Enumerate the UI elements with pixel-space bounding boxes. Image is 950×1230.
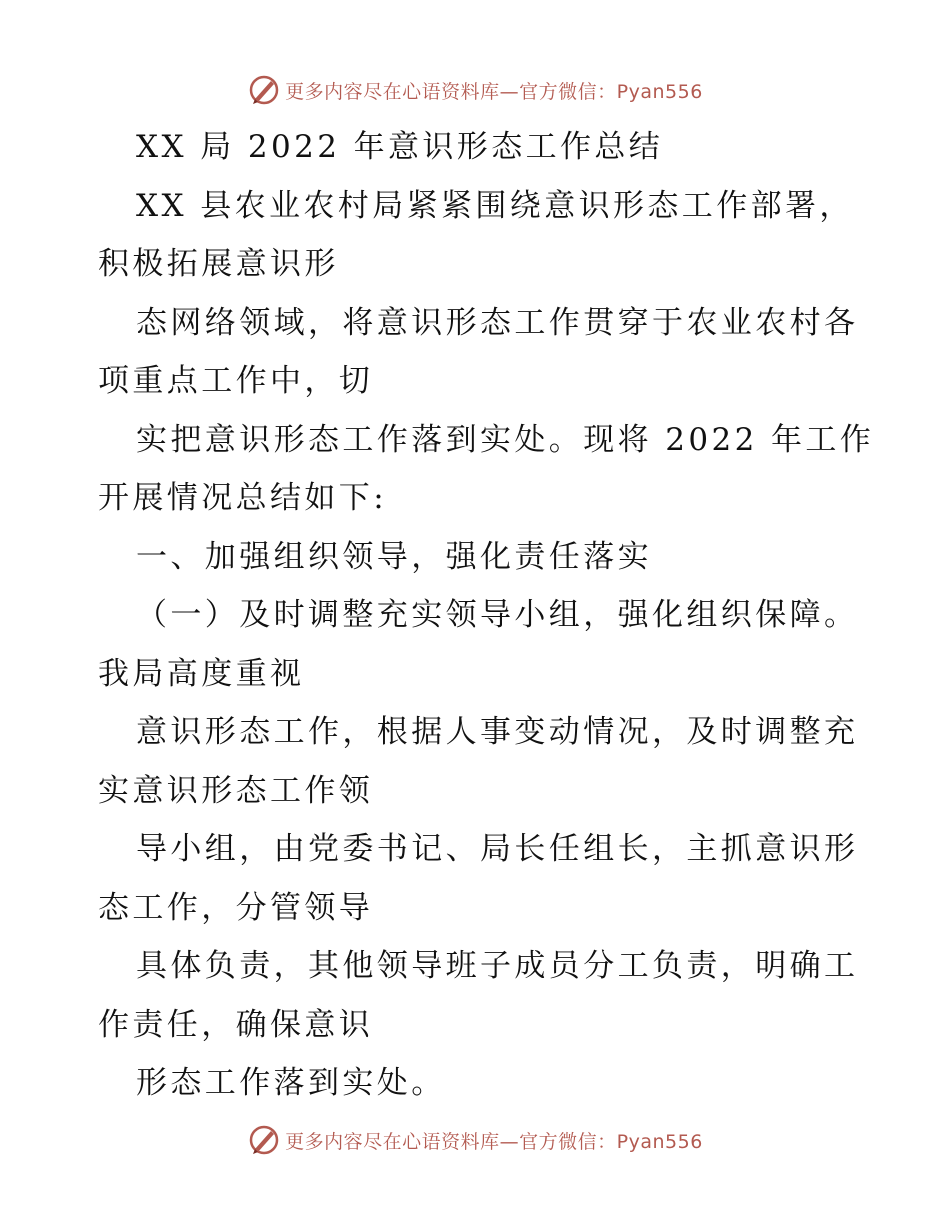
watermark-text: 更多内容尽在心语资料库—官方微信：Pyan556: [285, 80, 703, 103]
paragraph-line: 作责任，确保意识: [98, 1006, 374, 1043]
document-body: [98, 118, 875, 1113]
section-heading: 一、加强组织领导，强化责任落实: [136, 538, 652, 575]
paragraph-line: 态网络领域，将意识形态工作贯穿于农业农村各: [136, 304, 859, 341]
header-watermark-banner: [0, 70, 950, 110]
paragraph-line: 实意识形态工作领: [98, 772, 374, 809]
paragraph-line: 我局高度重视: [98, 655, 305, 692]
paragraph-line: 积极拓展意识形: [98, 246, 339, 282]
pen-logo-icon: [247, 1123, 281, 1157]
paragraph-line: 导小组，由党委书记、局长任组长，主抓意识形: [136, 831, 859, 867]
paragraph-line: 形态工作落到实处。: [136, 1065, 446, 1101]
paragraph-line: 态工作，分管领导: [98, 889, 374, 926]
watermark-text: 更多内容尽在心语资料库—官方微信：Pyan556: [285, 1130, 703, 1153]
footer-watermark-banner: [0, 1120, 950, 1160]
paragraph-line: XX 县农业农村局紧紧围绕意识形态工作部署，: [136, 187, 854, 224]
paragraph-line: 实把意识形态工作落到实处。现将 2022 年工作: [136, 421, 875, 458]
paragraph-line: 项重点工作中，切: [98, 363, 374, 399]
paragraph-line: 具体负责，其他领导班子成员分工负责，明确工: [136, 948, 859, 984]
pen-logo-icon: [247, 73, 281, 107]
document-title: XX 局 2022 年意识形态工作总结: [136, 129, 664, 165]
subsection-heading: （一）及时调整充实领导小组，强化组织保障。: [136, 597, 859, 633]
paragraph-line: 意识形态工作，根据人事变动情况，及时调整充: [136, 714, 859, 750]
paragraph-line: 开展情况总结如下:: [98, 480, 388, 516]
